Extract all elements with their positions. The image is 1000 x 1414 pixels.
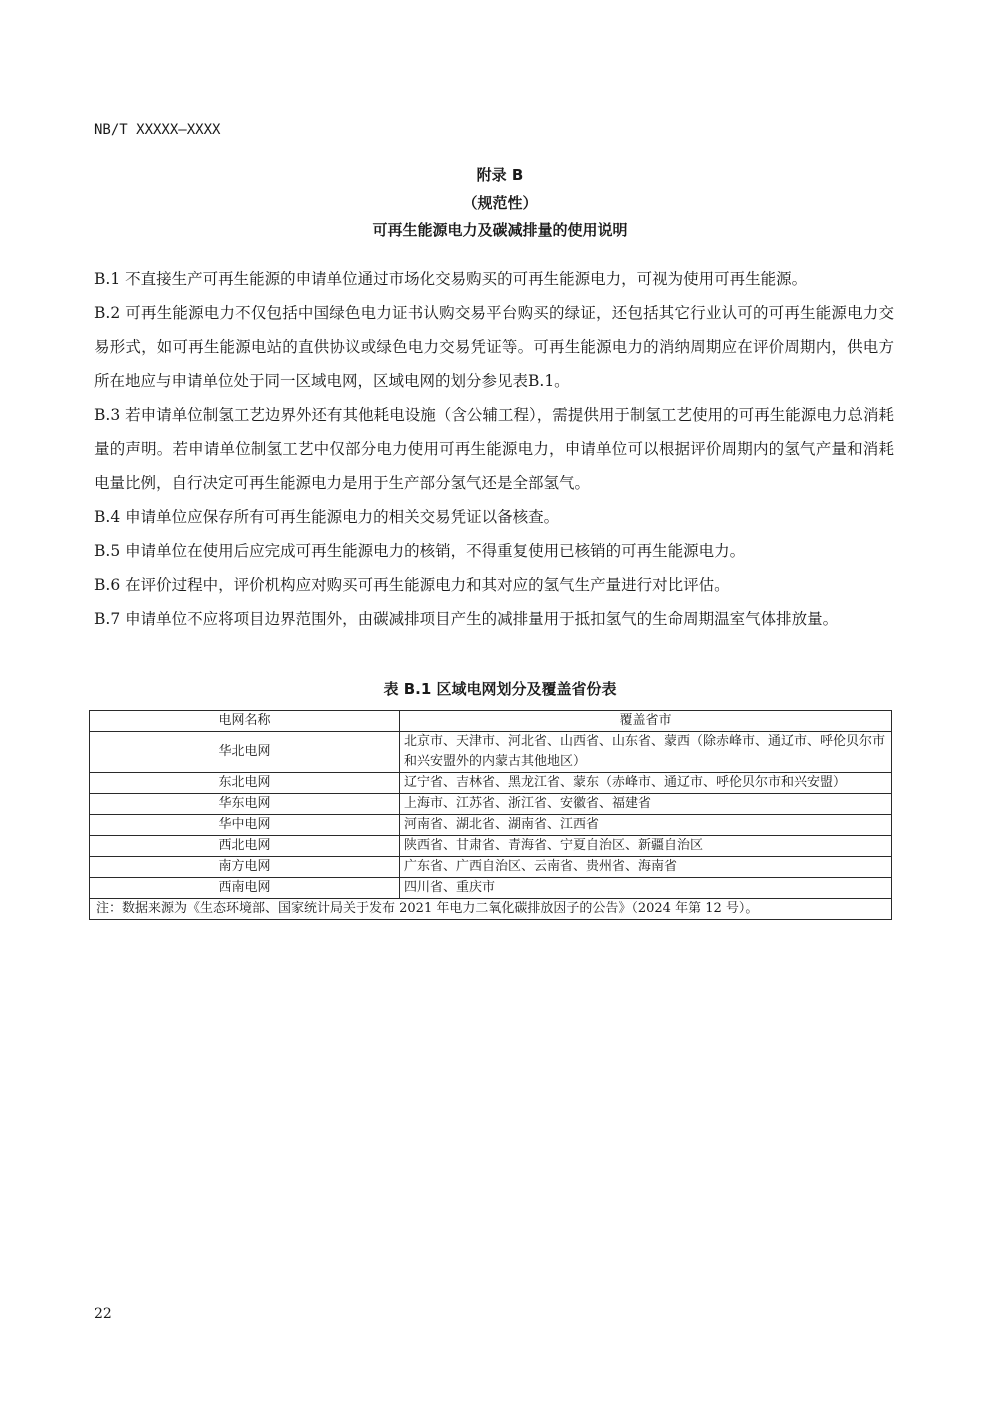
header-grid-name: 电网名称 — [90, 711, 400, 732]
table-caption: 表 B.1 区域电网划分及覆盖省份表 — [383, 680, 617, 698]
page-number: 22 — [94, 1306, 112, 1322]
table-note: 注：数据来源为《生态环境部、国家统计局关于发布 2021 年电力二氧化碳排放因子的公告》（2024 年第 12 号）。 — [90, 899, 892, 920]
provinces-cell: 陕西省、甘肃省、青海省、宁夏自治区、新疆自治区 — [400, 836, 892, 857]
clause-b1: B.1 不直接生产可再生能源的申请单位通过市场化交易购买的可再生能源电力，可视为使用可再生能源。 — [94, 270, 808, 288]
grid-name-cell: 西北电网 — [90, 836, 400, 857]
provinces-cell: 河南省、湖北省、湖南省、江西省 — [400, 815, 892, 836]
grid-name-cell: 东北电网 — [90, 773, 400, 794]
header-provinces: 覆盖省市 — [400, 711, 892, 732]
grid-name-cell: 华中电网 — [90, 815, 400, 836]
regional-grid-table — [89, 710, 892, 920]
clause-b7: B.7 申请单位不应将项目边界范围外，由碳减排项目产生的减排量用于抵扣氢气的生命周期温室气体排放量。 — [94, 610, 839, 628]
clause-b6: B.6 在评价过程中，评价机构应对购买可再生能源电力和其对应的氢气生产量进行对比评估。 — [94, 576, 730, 594]
table-row — [90, 773, 892, 794]
clause-b5: B.5 申请单位在使用后应完成可再生能源电力的核销，不得重复使用已核销的可再生能源电力。 — [94, 542, 746, 560]
table-row — [90, 794, 892, 815]
table-row — [90, 857, 892, 878]
provinces-cell: 四川省、重庆市 — [400, 878, 892, 899]
provinces-cell: 北京市、天津市、河北省、山西省、山东省、蒙西（除赤峰市、通辽市、呼伦贝尔市和兴安盟外的内蒙古其他地区） — [400, 732, 892, 773]
clause-b4: B.4 申请单位应保存所有可再生能源电力的相关交易凭证以备核查。 — [94, 508, 560, 526]
grid-name-cell: 南方电网 — [90, 857, 400, 878]
document-code: NB/T XXXXX—XXXX — [94, 122, 221, 138]
table-row — [90, 815, 892, 836]
table-row — [90, 732, 892, 773]
grid-name-cell: 华东电网 — [90, 794, 400, 815]
annex-body — [94, 262, 894, 636]
grid-name-cell: 西南电网 — [90, 878, 400, 899]
provinces-cell: 上海市、江苏省、浙江省、安徽省、福建省 — [400, 794, 892, 815]
table-header-row — [90, 711, 892, 732]
annex-title: 可再生能源电力及碳减排量的使用说明 — [372, 221, 628, 239]
provinces-cell: 辽宁省、吉林省、黑龙江省、蒙东（赤峰市、通辽市、呼伦贝尔市和兴安盟） — [400, 773, 892, 794]
annex-type: （规范性） — [462, 194, 538, 212]
annex-label: 附录 B — [476, 166, 524, 184]
table-note-row — [90, 899, 892, 920]
clause-b2: B.2 可再生能源电力不仅包括中国绿色电力证书认购交易平台购买的绿证，还包括其它行业认可的可再生能源电力交易形式，如可再生能源电站的直供协议或绿色电力交易凭证等。可再生能源电力的消纳周期应在评价周期内，供电方所在地应与申请单位处于同一区域电网，区域电网的划分参见表B.1。 — [94, 304, 894, 390]
clause-b3: B.3 若申请单位制氢工艺边界外还有其他耗电设施（含公辅工程），需提供用于制氢工艺使用的可再生能源电力总消耗量的声明。若申请单位制氢工艺中仅部分电力使用可再生能源电力，申请单位可以根据评价周期内的氢气产量和消耗电量比例，自行决定可再生能源电力是用于生产部分氢气还是全部氢气。 — [94, 406, 894, 492]
table-row — [90, 836, 892, 857]
provinces-cell: 广东省、广西自治区、云南省、贵州省、海南省 — [400, 857, 892, 878]
table-row — [90, 878, 892, 899]
grid-name-cell: 华北电网 — [90, 732, 400, 773]
